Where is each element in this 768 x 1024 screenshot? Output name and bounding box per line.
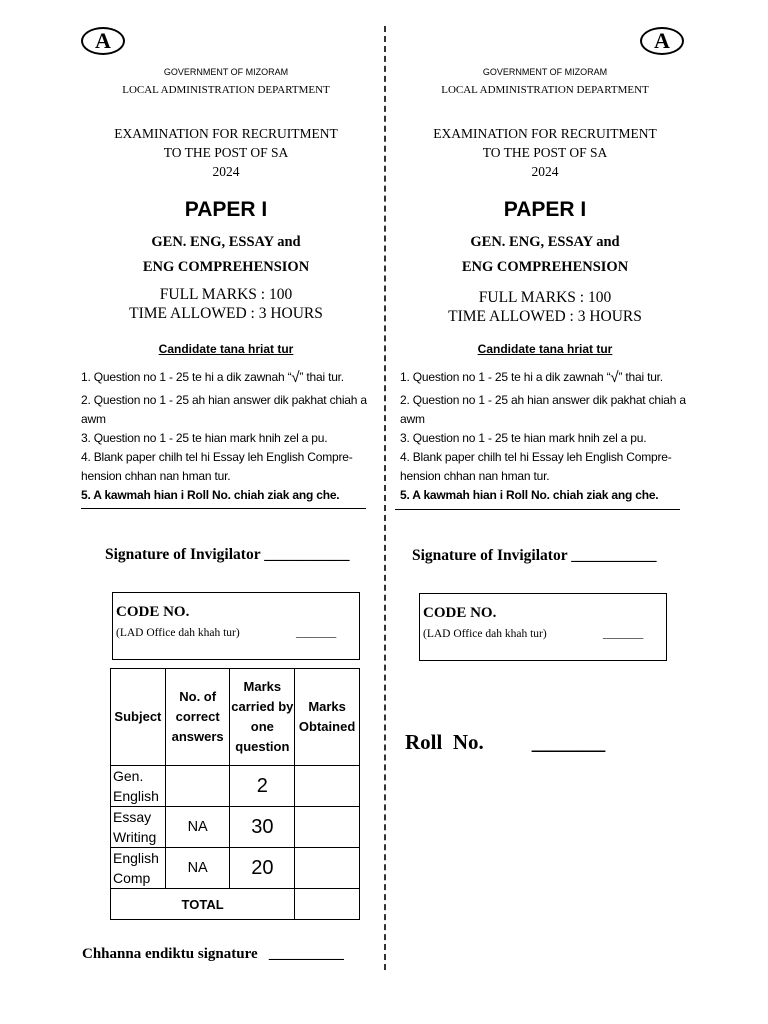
subject-line1: GEN. ENG, ESSAY and [470,234,620,250]
table-row [111,848,360,889]
department-heading: LOCAL ADMINISTRATION DEPARTMENT [122,84,330,96]
time-allowed: TIME ALLOWED : 3 HOURS [448,308,642,325]
marks-table-wrap [110,668,360,920]
instruction-1: 1. Question no 1 - 25 te hi a dik zawnah “√” thai tur. [400,369,663,386]
exam-line2: TO THE POST OF SA [482,145,608,160]
row-correct: NA [165,807,230,848]
code-title: CODE NO. [423,605,497,621]
code-box [112,592,360,660]
paper-subjects [76,230,376,280]
paper-title: PAPER I [184,198,268,221]
total-value[interactable] [295,889,360,920]
instruction-4: 4. Blank paper chilh tel hi Essay leh English Compre-hension chhan nan hman tur. [81,450,353,483]
left-copy [76,0,376,1024]
row-subject: Gen. English [111,766,166,807]
row-obtained[interactable] [295,848,360,889]
code-note: (LAD Office dah khah tur) [116,627,240,639]
instructions-heading: Candidate tana hriat tur [158,342,294,356]
header-correct: No. of correct answers [165,669,230,766]
instruction-2: 2. Question no 1 - 25 ah hian answer dik pakhat chiah a awm [81,393,367,426]
row-obtained[interactable] [295,807,360,848]
row-subject: Essay Writing [111,807,166,848]
subject-line2: ENG COMPREHENSION [461,259,629,275]
full-marks: FULL MARKS : 100 [478,289,612,306]
exam-title [76,124,376,181]
header-per-question: Marks carried by one question [230,669,295,766]
exam-line2: TO THE POST OF SA [163,145,289,160]
roll-number [405,730,605,755]
table-row [111,807,360,848]
department-heading: LOCAL ADMINISTRATION DEPARTMENT [441,84,649,96]
subject-line1: GEN. ENG, ESSAY and [151,234,301,250]
tick-mark-icon: √ [610,369,619,386]
row-per-question: 2 [230,766,295,807]
code-note: (LAD Office dah khah tur) [423,628,547,640]
instructions-heading: Candidate tana hriat tur [477,342,613,356]
full-marks: FULL MARKS : 100 [159,286,293,303]
government-heading: GOVERNMENT OF MIZORAM [163,67,289,77]
invigilator-blank[interactable]: ___________ [571,547,657,564]
row-per-question: 30 [230,807,295,848]
government-heading: GOVERNMENT OF MIZORAM [482,67,608,77]
header-subject: Subject [111,669,166,766]
marks-table [110,668,360,920]
table-row [111,766,360,807]
exam-title [395,124,695,181]
instruction-1: 1. Question no 1 - 25 te hi a dik zawnah “√” thai tur. [81,369,344,386]
divider-rule [81,508,366,509]
row-subject: English Comp [111,848,166,889]
instruction-5: 5. A kawmah hian i Roll No. chiah ziak ang che. [81,488,340,502]
marks-info [76,285,376,323]
instructions-list [400,367,690,505]
instructions-list [81,367,371,505]
total-label: TOTAL [111,889,295,920]
invigilator-signature: Signature of Invigilator ___________ [105,546,350,563]
instruction-5: 5. A kawmah hian i Roll No. chiah ziak ang che. [400,488,659,502]
header-obtained: Marks Obtained [295,669,360,766]
set-a-badge: A [640,27,684,55]
table-total-row [111,889,360,920]
paper-subjects [395,230,695,280]
cut-line [384,26,386,970]
code-blank[interactable]: _______ [603,628,644,640]
roll-blank[interactable]: _______ [531,730,606,754]
set-a-badge: A [81,27,125,55]
row-per-question: 20 [230,848,295,889]
paper-title: PAPER I [503,198,587,221]
exam-line1: EXAMINATION FOR RECRUITMENT [114,126,338,141]
code-box [419,593,667,661]
right-copy [395,0,695,1024]
examiner-signature: Chhanna endiktu signature __________ [82,946,344,962]
marks-info [395,288,695,326]
row-correct[interactable] [165,766,230,807]
exam-year: 2024 [212,164,240,179]
exam-year: 2024 [531,164,559,179]
instruction-3: 3. Question no 1 - 25 te hian mark hnih zel a pu. [81,431,328,445]
code-title: CODE NO. [116,604,190,620]
invigilator-signature: Signature of Invigilator ___________ [412,547,657,564]
examiner-blank[interactable]: __________ [268,946,344,962]
instruction-2: 2. Question no 1 - 25 ah hian answer dik pakhat chiah a awm [400,393,686,426]
time-allowed: TIME ALLOWED : 3 HOURS [129,305,323,322]
subject-line2: ENG COMPREHENSION [142,259,310,275]
invigilator-blank[interactable]: ___________ [264,546,350,563]
table-header-row [111,669,360,766]
instruction-4: 4. Blank paper chilh tel hi Essay leh English Compre-hension chhan nan hman tur. [400,450,672,483]
roll-label: Roll No. [405,730,484,754]
divider-rule [395,509,680,510]
code-blank[interactable]: _______ [296,627,337,639]
row-obtained[interactable] [295,766,360,807]
instruction-3: 3. Question no 1 - 25 te hian mark hnih zel a pu. [400,431,647,445]
exam-line1: EXAMINATION FOR RECRUITMENT [433,126,657,141]
row-correct: NA [165,848,230,889]
tick-mark-icon: √ [291,369,300,386]
